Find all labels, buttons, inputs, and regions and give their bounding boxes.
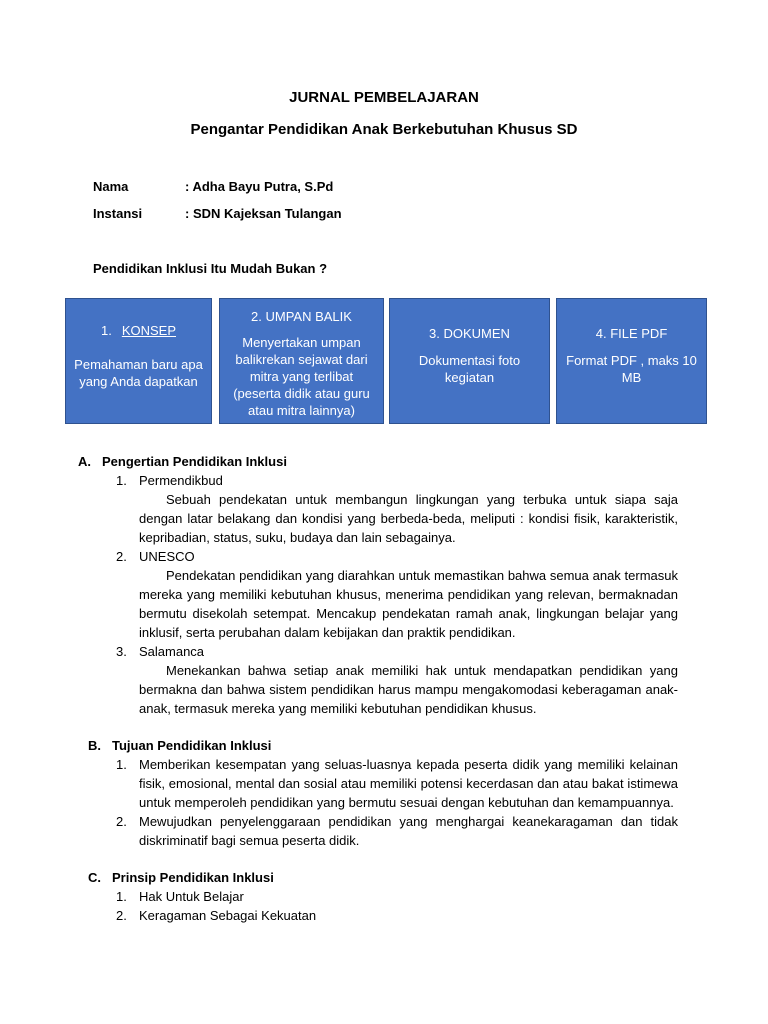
list-number: 2.	[116, 814, 127, 829]
list-item	[78, 755, 678, 812]
box-konsep-desc: Pemahaman baru apa yang Anda dapatkan	[74, 357, 203, 389]
section-title: Tujuan Pendidikan Inklusi	[112, 738, 272, 753]
item-text: Menekankan bahwa setiap anak memiliki hak untuk mendapatkan pendidikan yang bermakna dan bahwa sistem pendidikan harus mampu mengakomodasi keberagaman anak-anak, termasuk mereka yang memiliki kebutuhan pendidikan khusus.	[139, 663, 678, 716]
list-item	[78, 471, 678, 547]
box-konsep	[65, 298, 212, 424]
section-heading	[78, 868, 678, 887]
info-instansi-row	[93, 206, 342, 221]
section-pengertian	[78, 452, 678, 718]
item-title: Salamanca	[139, 644, 205, 659]
box-umpan-balik	[219, 298, 384, 424]
box-file-pdf-title: 4. FILE PDF	[595, 326, 668, 341]
instansi-label: Instansi	[93, 206, 143, 221]
list-item	[78, 906, 678, 925]
item-text: Mewujudkan penyelenggaraan pendidikan yang menghargai keanekaragaman dan tidak diskriminatif bagi semua peserta didik.	[139, 814, 678, 848]
box-dokumen	[389, 298, 550, 424]
section-heading	[78, 736, 678, 755]
section-heading	[78, 452, 678, 471]
document-subtitle: Pengantar Pendidikan Anak Berkebutuhan Khusus SD	[190, 121, 578, 138]
document-body	[78, 452, 678, 925]
section-letter: A.	[78, 454, 91, 469]
box-dokumen-title: 3. DOKUMEN	[429, 326, 510, 341]
box-file-pdf-desc: Format PDF , maks 10 MB	[566, 353, 697, 385]
name-label: Nama	[93, 179, 129, 194]
item-text: Hak Untuk Belajar	[139, 889, 244, 904]
item-title: UNESCO	[139, 549, 195, 564]
item-text: Pendekatan pendidikan yang diarahkan untuk memastikan bahwa semua anak termasuk mereka yang memiliki kebutuhan khusus, menerima pendidikan yang relevan, bermaknadan bermutu disekolah setempat. Mencakup pendekatan ramah anak, lingkungan belajar yang inklusif, serta perubahan dalam kebijakan dan praktik pendidikan.	[139, 568, 678, 640]
section-letter: B.	[88, 738, 101, 753]
box-umpan-balik-desc: Menyertakan umpan balikrekan sejawat dari mitra yang terlibat (peserta didik atau guru atau mitra lainnya)	[233, 335, 370, 418]
box-konsep-number: 1.	[100, 323, 112, 338]
item-text: Keragaman Sebagai Kekuatan	[139, 908, 317, 923]
item-text: Memberikan kesempatan yang seluas-luasnya kepada peserta didik yang memiliki kelainan fisik, emosional, mental dan sosial atau memiliki potensi kecerdasan dan atau bakat istimewa untuk memperoleh pendidikan yang bermutu sesuai dengan kebutuhan dan kemampuannya.	[139, 757, 678, 810]
journal-question: Pendidikan Inklusi Itu Mudah Bukan ?	[93, 261, 328, 276]
name-value: : Adha Bayu Putra, S.Pd	[185, 179, 334, 194]
section-title: Prinsip Pendidikan Inklusi	[112, 870, 274, 885]
list-number: 1.	[116, 473, 127, 488]
list-number: 2.	[116, 549, 127, 564]
instansi-value: : SDN Kajeksan Tulangan	[185, 206, 342, 221]
list-item	[78, 547, 678, 642]
box-konsep-title: KONSEP	[121, 323, 177, 338]
section-title: Pengertian Pendidikan Inklusi	[102, 454, 287, 469]
section-prinsip	[78, 868, 678, 925]
item-title: Permendikbud	[139, 473, 223, 488]
box-dokumen-desc: Dokumentasi foto kegiatan	[418, 353, 521, 385]
list-item	[78, 812, 678, 850]
info-name-row	[93, 179, 333, 194]
list-item	[78, 642, 678, 718]
section-tujuan	[78, 736, 678, 850]
list-number: 1.	[116, 889, 127, 904]
section-letter: C.	[88, 870, 101, 885]
list-number: 1.	[116, 757, 127, 772]
item-text: Sebuah pendekatan untuk membangun lingkungan yang terbuka untuk siapa saja dengan latar belakang dan kondisi yang berbeda-beda, meliputi : kondisi fisik, karakteristik, kepribadian, status, suku, budaya dan lain sebagainya.	[139, 492, 678, 545]
box-umpan-balik-title: 2. UMPAN BALIK	[251, 309, 352, 324]
list-number: 3.	[116, 644, 127, 659]
box-file-pdf	[556, 298, 707, 424]
list-item	[78, 887, 678, 906]
document-title: JURNAL PEMBELAJARAN	[289, 89, 479, 106]
list-number: 2.	[116, 908, 127, 923]
